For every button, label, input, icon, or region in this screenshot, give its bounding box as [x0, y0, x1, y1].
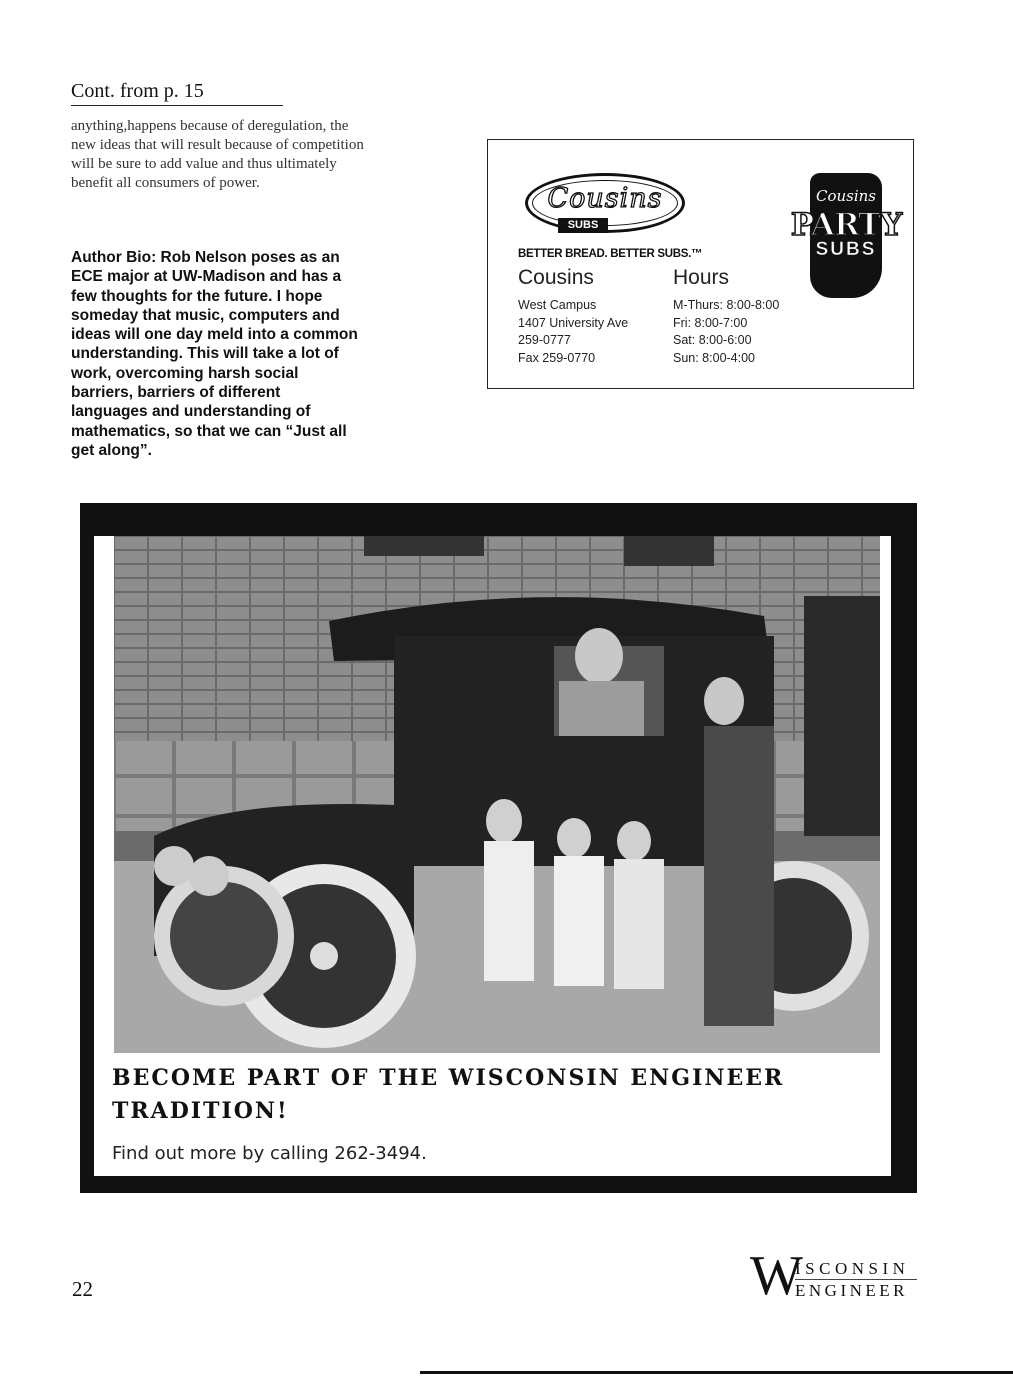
hours-line: Sun: 8:00-4:00: [673, 350, 756, 365]
footer-rule: [420, 1371, 1013, 1374]
location-line: West Campus: [518, 298, 597, 312]
masthead-initial: W: [750, 1245, 803, 1307]
masthead-bottom: ENGINEER: [795, 1281, 908, 1300]
tradition-headline-line2: TRADITION!: [112, 1098, 289, 1124]
hours-title: Hours: [673, 266, 730, 289]
location-line: Fax 259-0770: [518, 350, 596, 365]
page-number: 22: [72, 1277, 93, 1301]
location-line: 1407 University Ave: [518, 315, 629, 330]
continuation-heading: Cont. from p. 15: [71, 80, 283, 106]
hours-line: M-Thurs: 8:00-8:00: [673, 298, 780, 312]
continuation-text: anything,happens because of deregulation, the new ideas that will result because of competition will be sure to add value and thus ultimately benefit all consumers of power.: [71, 118, 364, 191]
wisconsin-engineer-masthead: [750, 1245, 935, 1307]
location-info: [518, 297, 628, 367]
cousins-ad: [487, 139, 914, 389]
tradition-ad: [80, 503, 917, 1193]
tradition-headline-line1: BECOME PART OF THE WISCONSIN ENGINEER: [112, 1065, 785, 1091]
hours-line: Sat: 8:00-6:00: [673, 333, 752, 347]
location-line: 259-0777: [518, 333, 571, 347]
party-subs-logo: [790, 173, 902, 298]
hours-info: [673, 297, 779, 367]
tradition-headline: [112, 1062, 892, 1128]
cousins-logo-word: Cousins: [547, 183, 663, 214]
party-logo-word: PARTY: [790, 207, 902, 243]
vintage-car-photo: [114, 536, 880, 1053]
author-bio: Author Bio: Rob Nelson poses as an ECE major at UW-Madison and has a few thoughts for the future. I hope someday that music, computers and ideas will one day meld into a common understanding. This will take a lot of work, overcoming harsh social barriers, barriers of different languages and understanding of mathematics, so that we can “Just all get along”.: [71, 249, 358, 459]
cousins-tagline: BETTER BREAD. BETTER SUBS.™: [518, 248, 703, 260]
location-title: Cousins: [518, 266, 594, 289]
masthead-top: ISCONSIN: [795, 1259, 917, 1280]
hours-line: Fri: 8:00-7:00: [673, 315, 748, 330]
party-logo-top: Cousins: [815, 187, 877, 205]
party-logo-subs: SUBS: [815, 239, 877, 260]
cousins-logo-subs: SUBS: [558, 218, 608, 233]
tradition-call-text: Find out more by calling 262-3494.: [112, 1143, 427, 1164]
